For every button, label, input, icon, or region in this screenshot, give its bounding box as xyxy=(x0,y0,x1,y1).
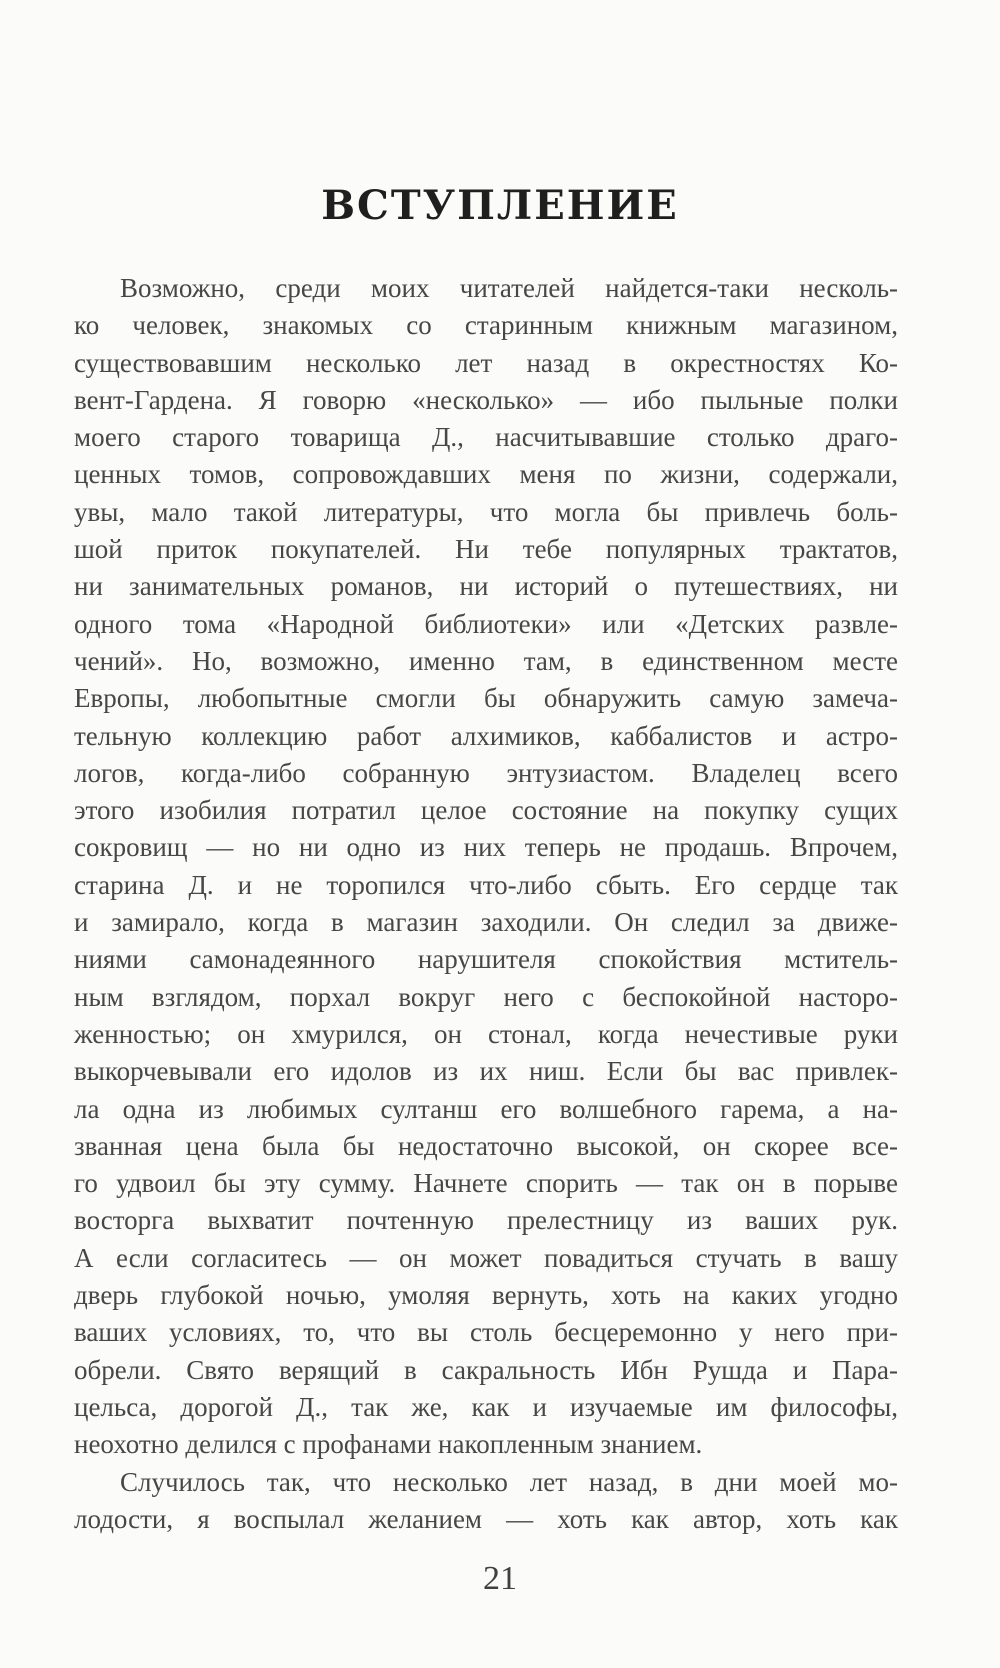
text-line: одного тома «Народной библиотеки» или «Детских развле- xyxy=(74,608,898,639)
text-line: выкорчевывали его идолов из их ниш. Если бы вас привлек- xyxy=(74,1056,898,1087)
body-text xyxy=(74,270,898,1538)
text-line: и замирало, когда в магазин заходили. Он следил за движе- xyxy=(74,907,898,938)
text-line: моего старого товарища Д., насчитывавшие столько драго- xyxy=(74,422,898,453)
text-line: логов, когда-либо собранную энтузиастом. Владелец всего xyxy=(74,757,898,788)
text-line: тельную коллекцию работ алхимиков, каббалистов и астро- xyxy=(74,720,898,751)
text-line: ни занимательных романов, ни историй о путешествиях, ни xyxy=(74,571,898,602)
text-line: Случилось так, что несколько лет назад, в дни моей мо- xyxy=(120,1466,898,1497)
text-line: Возможно, среди моих читателей найдется-таки несколь- xyxy=(120,273,898,303)
text-line: увы, мало такой литературы, что могла бы привлечь боль- xyxy=(74,496,898,527)
text-line: дверь глубокой ночью, умоляя вернуть, хоть на каких угодно xyxy=(74,1280,898,1311)
text-line: шой приток покупателей. Ни тебе популярных трактатов, xyxy=(74,534,898,565)
chapter-heading: ВСТУПЛЕНИЕ xyxy=(321,182,679,229)
paragraph-2 xyxy=(74,1464,898,1539)
text-line: этого изобилия потратил целое состояние на покупку сущих xyxy=(74,795,898,826)
text-line: лодости, я воспылал желанием — хоть как автор, хоть как xyxy=(74,1503,898,1534)
text-line: ко человек, знакомых со старинным книжным магазином, xyxy=(74,310,898,341)
text-line: званная цена была бы недостаточно высокой, он скорее все- xyxy=(74,1130,898,1161)
text-line: ла одна из любимых султанш его волшебного гарема, а на- xyxy=(74,1093,898,1124)
text-line: сокровищ — но ни одно из них теперь не продашь. Впрочем, xyxy=(74,832,898,863)
text-line: ным взглядом, порхал вокруг него с беспокойной насторо- xyxy=(74,981,898,1012)
page-number: 21 xyxy=(483,1560,517,1597)
text-line: А если согласитесь — он может повадиться стучать в вашу xyxy=(74,1242,898,1273)
paragraph-1 xyxy=(74,270,898,1464)
text-line: Европы, любопытные смогли бы обнаружить самую замеча- xyxy=(74,683,898,714)
text-line: ваших условиях, то, что вы столь бесцеремонно у него при- xyxy=(74,1317,898,1348)
text-line: восторга выхватит почтенную прелестницу из ваших рук. xyxy=(74,1205,898,1236)
text-line: ценных томов, сопровождавших меня по жизни, содержали, xyxy=(74,459,898,490)
text-line: существовавшим несколько лет назад в окрестностях Ко- xyxy=(74,347,898,378)
text-line: го удвоил бы эту сумму. Начнете спорить — так он в порыве xyxy=(74,1168,898,1199)
text-line: вент-Гардена. Я говорю «несколько» — ибо пыльные полки xyxy=(74,384,898,415)
text-line: чений». Но, возможно, именно там, в единственном месте xyxy=(74,645,898,676)
text-line: неохотно делился с профанами накопленным знанием. xyxy=(74,1429,703,1460)
text-line: старина Д. и не торопился что-либо сбыть. Его сердце так xyxy=(74,869,898,900)
text-line: женностью; он хмурился, он стонал, когда нечестивые руки xyxy=(74,1018,898,1049)
text-line: ниями самонадеянного нарушителя спокойствия мститель- xyxy=(74,944,898,975)
text-line: обрели. Свято верящий в сакральность Ибн Рушда и Пара- xyxy=(74,1354,898,1385)
text-line: цельса, дорогой Д., так же, как и изучаемые им философы, xyxy=(74,1391,898,1422)
